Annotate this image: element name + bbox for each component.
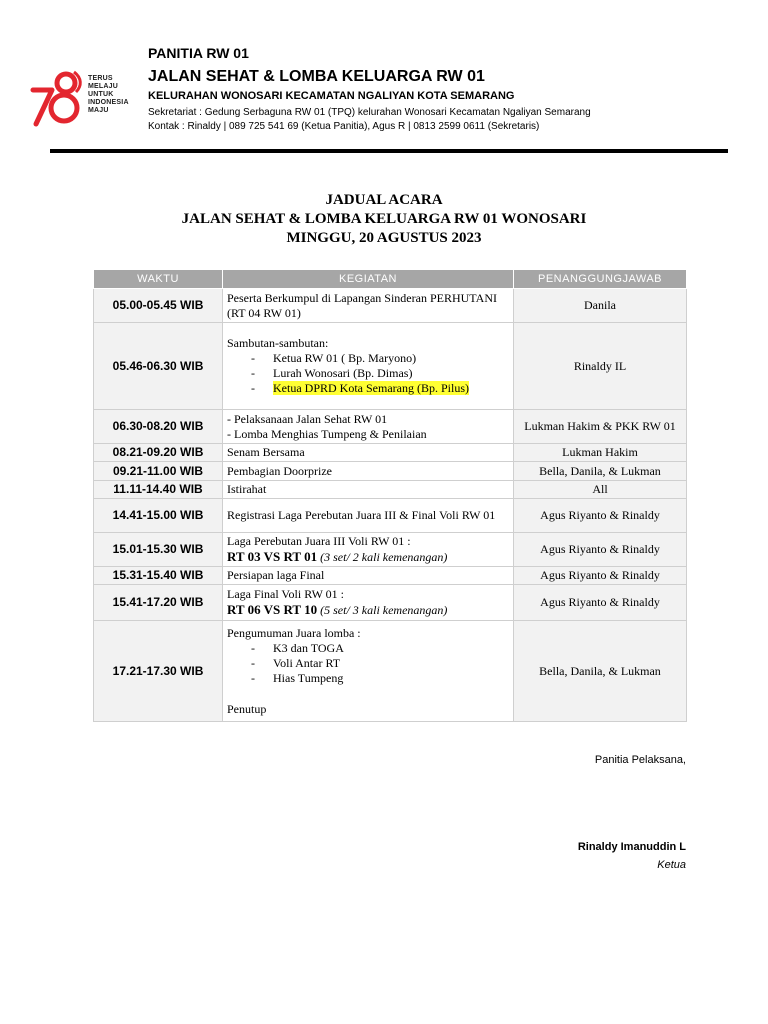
cell-kegiatan: Peserta Berkumpul di Lapangan Sinderan PERHUTANI (RT 04 RW 01) xyxy=(223,289,514,323)
signature-role: Ketua xyxy=(657,859,686,871)
cell-kegiatan xyxy=(223,621,514,722)
committee-name: PANITIA RW 01 xyxy=(148,45,249,61)
closing-label: Penutup xyxy=(227,701,267,716)
title-line-3: MINGGU, 20 AGUSTUS 2023 xyxy=(286,230,482,246)
cell-waktu: 05.00-05.45 WIB xyxy=(94,289,223,323)
match-label: RT 06 VS RT 10 xyxy=(227,602,318,617)
table-row xyxy=(94,323,687,410)
cell-kegiatan: Senam Bersama xyxy=(223,444,514,462)
header-penanggungjawab: PENANGGUNGJAWAB xyxy=(514,270,687,289)
cell-penanggungjawab: Rinaldy IL xyxy=(514,323,687,410)
cell-penanggungjawab: Lukman Hakim & PKK RW 01 xyxy=(514,410,687,444)
cell-penanggungjawab: Bella, Danila, & Lukman xyxy=(514,462,687,481)
cell-penanggungjawab: Agus Riyanto & Rinaldy xyxy=(514,499,687,533)
cell-kegiatan: - Pelaksanaan Jalan Sehat RW 01 - Lomba Menghias Tumpeng & Penilaian xyxy=(223,410,514,444)
contact-line: Kontak : Rinaldy | 089 725 541 69 (Ketua Panitia), Agus R | 0813 2599 0611 (Sekretaris) xyxy=(148,121,540,132)
letterhead-divider xyxy=(50,149,728,153)
cell-penanggungjawab: Bella, Danila, & Lukman xyxy=(514,621,687,722)
cell-waktu: 15.41-17.20 WIB xyxy=(94,585,223,621)
logo-tagline: TERUS MELAJU UNTUK INDONESIA MAJU xyxy=(88,75,129,114)
match-note: (3 set/ 2 kali kemenangan) xyxy=(320,550,448,564)
match-note: (5 set/ 3 kali kemenangan) xyxy=(320,603,448,617)
table-row xyxy=(94,621,687,722)
cell-waktu: 06.30-08.20 WIB xyxy=(94,410,223,444)
list-item: - K3 dan TOGA xyxy=(251,640,344,655)
schedule-table xyxy=(93,269,687,722)
cell-kegiatan: Laga Perebutan Juara III Voli RW 01 : RT 03 VS RT 01 (3 set/ 2 kali kemenangan) xyxy=(223,533,514,567)
hut-ri-78-logo xyxy=(30,66,145,128)
announcement-intro: Pengumuman Juara lomba : xyxy=(227,625,361,640)
list-item: - Lurah Wonosari (Bp. Dimas) xyxy=(251,366,413,380)
table-row xyxy=(94,585,687,621)
table-row xyxy=(94,289,687,323)
cell-kegiatan: Persiapan laga Final xyxy=(223,567,514,585)
location-line: KELURAHAN WONOSARI KECAMATAN NGALIYAN KOTA SEMARANG xyxy=(148,90,515,102)
cell-waktu: 17.21-17.30 WIB xyxy=(94,621,223,722)
header-waktu: WAKTU xyxy=(94,270,223,289)
table-row xyxy=(94,410,687,444)
table-row xyxy=(94,499,687,533)
cell-kegiatan: Laga Final Voli RW 01 : RT 06 VS RT 10 (5 set/ 3 kali kemenangan) xyxy=(223,585,514,621)
signature-name: Rinaldy Imanuddin L xyxy=(577,841,686,853)
cell-penanggungjawab: Agus Riyanto & Rinaldy xyxy=(514,567,687,585)
list-item: - Hias Tumpeng xyxy=(251,670,344,685)
secretariat-line: Sekretariat : Gedung Serbaguna RW 01 (TPQ) kelurahan Wonosari Kecamatan Ngaliyan Semarang xyxy=(148,107,591,118)
cell-waktu: 08.21-09.20 WIB xyxy=(94,444,223,462)
cell-penanggungjawab: Danila xyxy=(514,289,687,323)
table-row xyxy=(94,444,687,462)
highlighted-text: Ketua DPRD Kota Semarang (Bp. Pilus) xyxy=(273,381,469,395)
table-header-row xyxy=(94,270,687,289)
event-name: JALAN SEHAT & LOMBA KELUARGA RW 01 xyxy=(148,68,485,85)
cell-kegiatan: Registrasi Laga Perebutan Juara III & Final Voli RW 01 xyxy=(223,499,514,533)
number-78-logo-icon xyxy=(30,66,86,128)
match-label: RT 03 VS RT 01 xyxy=(227,549,318,564)
cell-penanggungjawab: All xyxy=(514,481,687,499)
document-title xyxy=(0,191,768,248)
table-row xyxy=(94,481,687,499)
table-row xyxy=(94,462,687,481)
cell-waktu: 15.01-15.30 WIB xyxy=(94,533,223,567)
cell-waktu: 15.31-15.40 WIB xyxy=(94,567,223,585)
speech-intro: Sambutan-sambutan: xyxy=(227,336,329,350)
letterhead xyxy=(148,44,591,134)
cell-penanggungjawab: Agus Riyanto & Rinaldy xyxy=(514,585,687,621)
table-row xyxy=(94,567,687,585)
cell-kegiatan: Istirahat xyxy=(223,481,514,499)
cell-penanggungjawab: Agus Riyanto & Rinaldy xyxy=(514,533,687,567)
cell-waktu: 11.11-14.40 WIB xyxy=(94,481,223,499)
cell-kegiatan: Pembagian Doorprize xyxy=(223,462,514,481)
cell-waktu: 09.21-11.00 WIB xyxy=(94,462,223,481)
signature-org: Panitia Pelaksana, xyxy=(594,754,686,766)
title-line-2: JALAN SEHAT & LOMBA KELUARGA RW 01 WONOSARI xyxy=(181,211,587,227)
cell-waktu: 05.46-06.30 WIB xyxy=(94,323,223,410)
header-kegiatan: KEGIATAN xyxy=(223,270,514,289)
cell-penanggungjawab: Lukman Hakim xyxy=(514,444,687,462)
cell-kegiatan xyxy=(223,323,514,410)
title-line-1: JADUAL ACARA xyxy=(325,192,443,208)
list-item: - Ketua RW 01 ( Bp. Maryono) xyxy=(251,351,417,365)
list-item: - Voli Antar RT xyxy=(251,655,341,670)
table-row xyxy=(94,533,687,567)
list-item: - Ketua DPRD Kota Semarang (Bp. Pilus) xyxy=(251,381,469,395)
cell-waktu: 14.41-15.00 WIB xyxy=(94,499,223,533)
